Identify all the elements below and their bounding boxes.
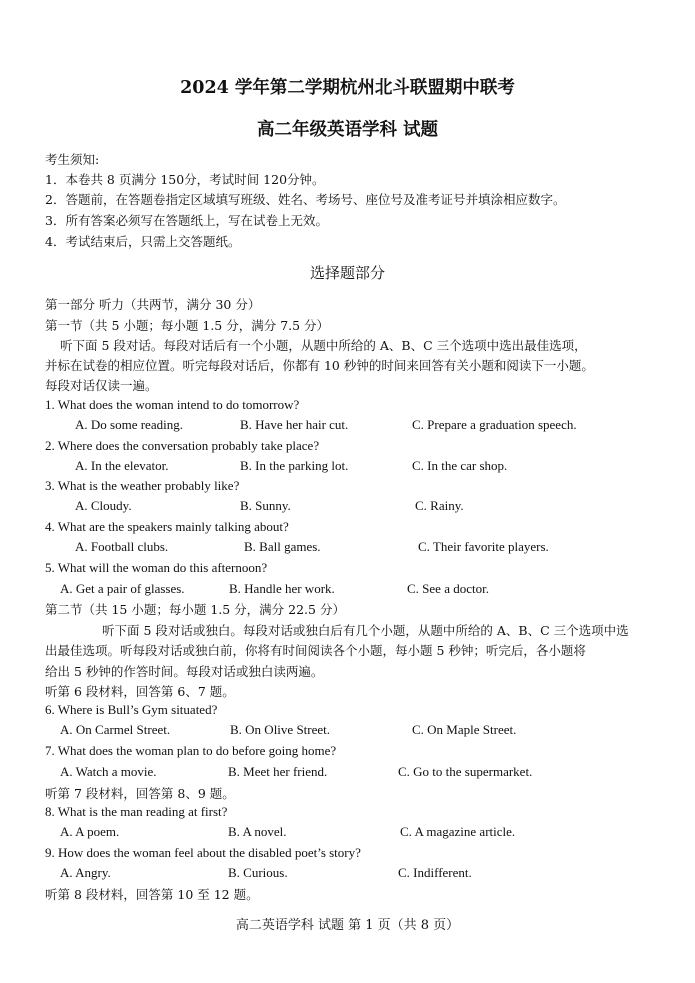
option-c: C. Go to the supermarket.: [398, 764, 533, 779]
option-b: B. Ball games.: [244, 539, 321, 554]
option-a: A. A poem.: [60, 824, 120, 839]
option-b: B. Handle her work.: [229, 581, 335, 596]
notice-item: 1．本卷共 8 页满分 150分，考试时间 120分钟。: [45, 172, 325, 187]
question-text: 2. Where does the conversation probably take place?: [45, 438, 320, 453]
option-a: A. Get a pair of glasses.: [60, 581, 185, 596]
question-text: 1. What does the woman intend to do tomorrow?: [45, 397, 300, 412]
notice-heading: 考生须知:: [45, 152, 100, 167]
sec1-instruction: 听下面 5 段对话。每段对话后有一个小题，从题中所给的 A、B、C 三个选项中选出最佳选项，: [60, 338, 587, 353]
question-text: 6. Where is Bull’s Gym situated?: [45, 702, 218, 717]
sec2-instruction: 出最佳选项。听每段对话或独白前，你将有时间阅读各个小题，每小题 5 秒钟；听完后，各小题将: [45, 643, 586, 658]
question-text: 5. What will the woman do this afternoon?: [45, 560, 268, 575]
sec2-instruction: 听下面 5 段对话或独白。每段对话或独白后有几个小题，从题中所给的 A、B、C 三个选项中选: [102, 623, 629, 638]
sec1-instruction: 每段对话仅读一遍。: [45, 378, 158, 393]
sec2-instruction: 给出 5 秒钟的作答时间。每段对话或独白读两遍。: [45, 664, 324, 679]
option-a: A. Football clubs.: [75, 539, 169, 554]
material-heading: 听第 6 段材料，回答第 6、7 题。: [45, 684, 235, 699]
option-a: A. Cloudy.: [75, 498, 132, 513]
option-a: A. Angry.: [60, 865, 111, 880]
option-c: C. Prepare a graduation speech.: [412, 417, 577, 432]
material-heading: 听第 7 段材料，回答第 8、9 题。: [45, 786, 235, 801]
sec1-instruction: 并标在试卷的相应位置。听完每段对话后，你都有 10 秒钟的时间来回答有关小题和阅读下一小题。: [45, 358, 594, 373]
exam-title: 2024 学年第二学期杭州北斗联盟期中联考: [180, 78, 515, 98]
option-c: C. Indifferent.: [398, 865, 472, 880]
option-c: C. A magazine article.: [400, 824, 516, 839]
sec2-title: 第二节（共 15 小题；每小题 1.5 分，满分 22.5 分）: [45, 602, 345, 617]
option-b: B. Have her hair cut.: [240, 417, 349, 432]
material-heading: 听第 8 段材料，回答第 10 至 12 题。: [45, 887, 259, 902]
option-c: C. See a doctor.: [407, 581, 489, 596]
option-b: B. Curious.: [228, 865, 288, 880]
option-c: C. Rainy.: [415, 498, 464, 513]
option-a: A. Do some reading.: [75, 417, 183, 432]
page-footer: 高二英语学科 试题 第 1 页（共 8 页）: [235, 918, 460, 933]
section-heading: 选择题部分: [309, 264, 385, 282]
option-a: A. On Carmel Street.: [60, 722, 171, 737]
question-text: 8. What is the man reading at first?: [45, 804, 228, 819]
option-c: C. Their favorite players.: [418, 539, 549, 554]
option-a: A. In the elevator.: [75, 458, 169, 473]
option-c: C. In the car shop.: [412, 458, 508, 473]
option-b: B. In the parking lot.: [240, 458, 349, 473]
option-c: C. On Maple Street.: [412, 722, 517, 737]
option-b: B. On Olive Street.: [230, 722, 331, 737]
notice-item: 3．所有答案必须写在答题纸上，写在试卷上无效。: [45, 213, 328, 228]
exam-subtitle: 高二年级英语学科 试题: [256, 120, 439, 140]
option-b: B. A novel.: [228, 824, 287, 839]
question-text: 3. What is the weather probably like?: [45, 478, 240, 493]
part1-title: 第一部分 听力（共两节，满分 30 分）: [45, 297, 261, 312]
question-text: 7. What does the woman plan to do before going home?: [45, 743, 337, 758]
question-text: 9. How does the woman feel about the disabled poet’s story?: [45, 845, 361, 860]
notice-item: 2．答题前，在答题卷指定区域填写班级、姓名、考场号、座位号及准考证号并填涂相应数字。: [45, 192, 566, 207]
sec1-title: 第一节（共 5 小题；每小题 1.5 分，满分 7.5 分）: [45, 318, 330, 333]
option-b: B. Meet her friend.: [228, 764, 328, 779]
notice-item: 4．考试结束后，只需上交答题纸。: [45, 234, 241, 249]
option-a: A. Watch a movie.: [60, 764, 157, 779]
question-text: 4. What are the speakers mainly talking about?: [45, 519, 289, 534]
option-b: B. Sunny.: [240, 498, 291, 513]
